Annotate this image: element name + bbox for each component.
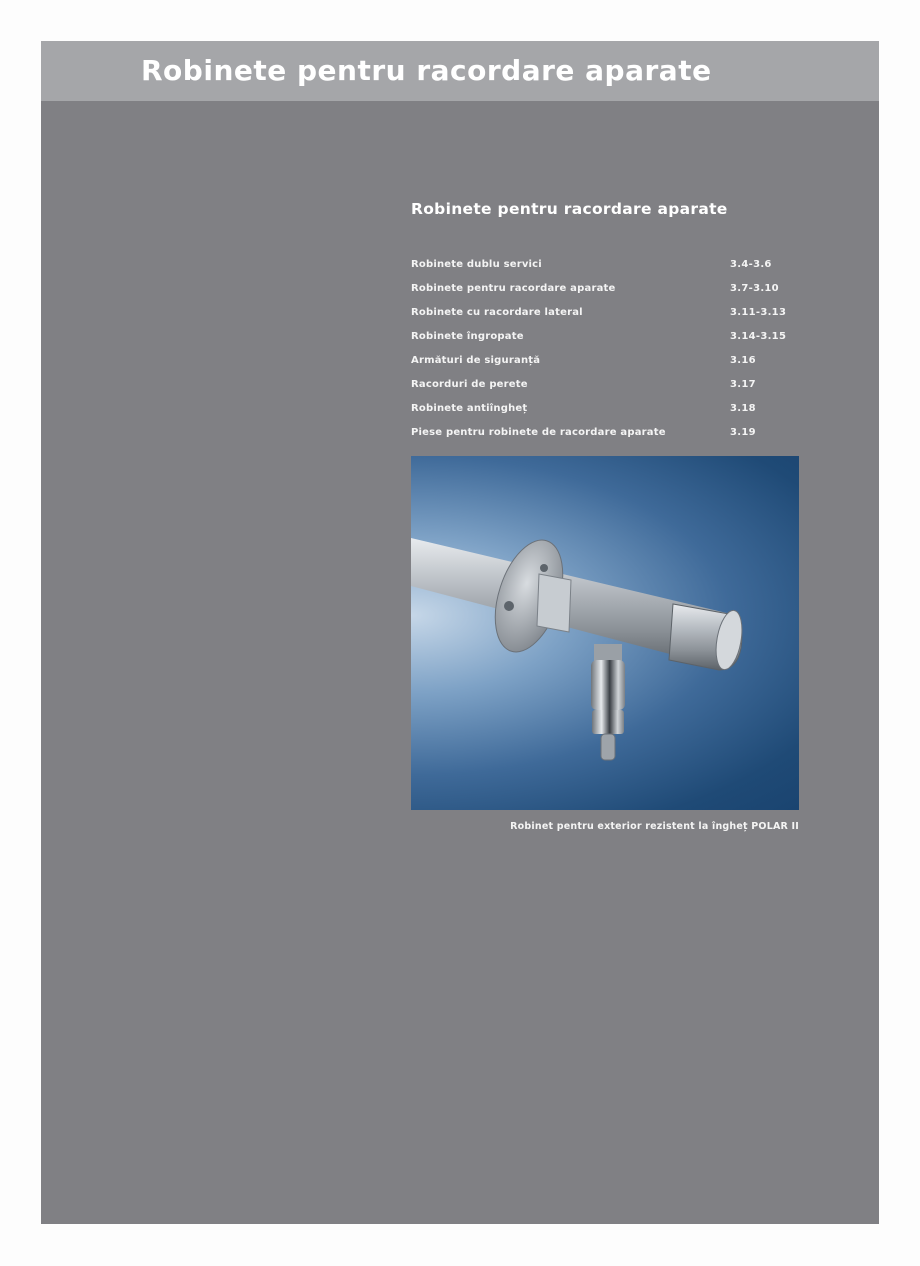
toc-item-pages: 3.18	[730, 403, 756, 414]
toc-item-pages: 3.4-3.6	[730, 259, 772, 270]
toc-item-label: Racorduri de perete	[411, 379, 528, 390]
toc-item[interactable]	[411, 427, 801, 451]
table-of-contents	[411, 259, 801, 451]
toc-item-label: Robinete dublu servici	[411, 259, 542, 270]
toc-item-label: Armături de siguranță	[411, 355, 541, 366]
toc-item-pages: 3.14-3.15	[730, 331, 787, 342]
figure-caption: Robinet pentru exterior rezistent la îngheț POLAR II	[510, 821, 799, 832]
toc-item-label: Robinete pentru racordare aparate	[411, 283, 616, 294]
toc-item[interactable]	[411, 355, 801, 379]
toc-item[interactable]	[411, 331, 801, 355]
toc-item-label: Piese pentru robinete de racordare aparate	[411, 427, 666, 438]
toc-item[interactable]	[411, 283, 801, 307]
toc-item-pages: 3.11-3.13	[730, 307, 787, 318]
page-title: Robinete pentru racordare aparate	[141, 54, 712, 87]
toc-item-pages: 3.19	[730, 427, 756, 438]
catalog-page	[41, 41, 879, 1224]
toc-item[interactable]	[411, 259, 801, 283]
toc-item-pages: 3.16	[730, 355, 756, 366]
header-band	[41, 41, 879, 101]
toc-item-pages: 3.7-3.10	[730, 283, 779, 294]
toc-item[interactable]	[411, 403, 801, 427]
toc-item-label: Robinete cu racordare lateral	[411, 307, 583, 318]
product-photo	[411, 456, 799, 810]
toc-item-label: Robinete îngropate	[411, 331, 524, 342]
faucet-illustration-icon	[411, 456, 799, 810]
toc-item[interactable]	[411, 307, 801, 331]
section-title: Robinete pentru racordare aparate	[411, 200, 728, 218]
toc-item-label: Robinete antiîngheț	[411, 403, 528, 414]
toc-item-pages: 3.17	[730, 379, 756, 390]
toc-item[interactable]	[411, 379, 801, 403]
